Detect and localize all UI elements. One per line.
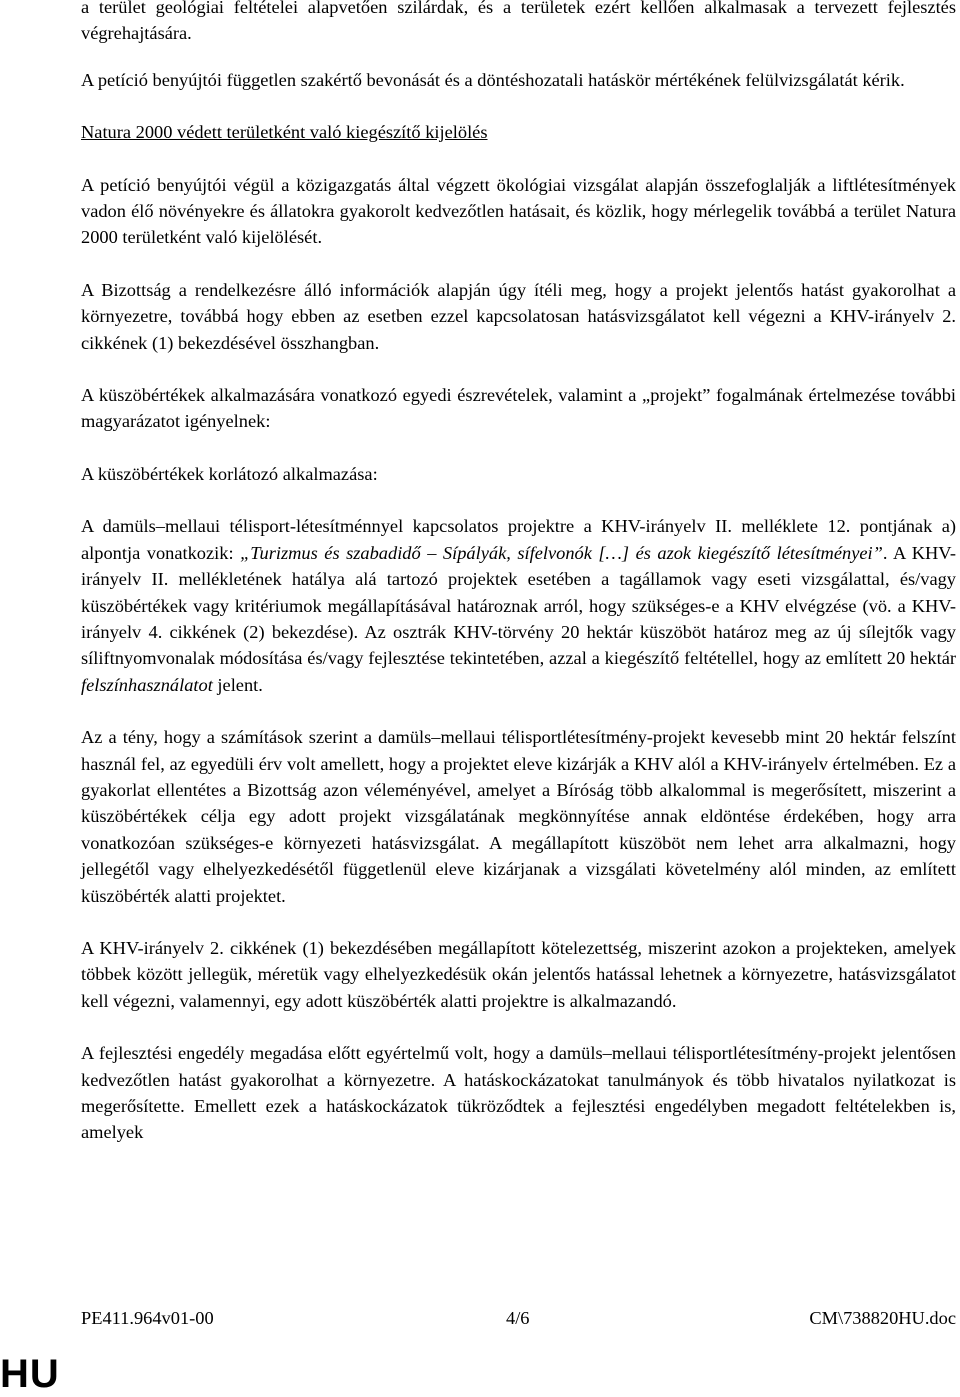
paragraph-3: A petíció benyújtói végül a közigazgatás által végzett ökológiai vizsgálat alapján összefoglalják a liftlétesítmények vadon élő növényekre és állatokra gyakorolt kedvezőtlen hatásait, és közlik, hogy mérlegelik továbbá a terület Natura 2000 területként való kijelölését.: [81, 174, 956, 248]
paragraph-4: A Bizottság a rendelkezésre álló információk alapján úgy ítéli meg, hogy a projekt jelentős hatást gyakorolhat a környezetre, továbbá hogy ebben az esetben ezzel kapcsolatosan hatásvizsgálatot kell végezni a KHV-irányelv 2. cikkének (1) bekezdésével összhangban.: [81, 279, 956, 353]
section-heading: Natura 2000 védett területként való kiegészítő kijelölés: [81, 122, 488, 143]
paragraph-7: [81, 513, 956, 698]
paragraph-9: A KHV-irányelv 2. cikkének (1) bekezdésében megállapított kötelezettség, miszerint azokon a projekteken, amelyek többek között jellegük, méretük vagy elhelyezkedésük okán jelentős hatással lehetnek a környezetre, hatásvizsgálatot kell végezni, valamennyi, egy adott küszöbérték alatti projektre is alkalmazandó.: [81, 937, 956, 1011]
footer-document-name: CM\738820HU.doc: [809, 1308, 956, 1328]
paragraph-5: A küszöbértékek alkalmazására vonatkozó egyedi észrevételek, valamint a „projekt” fogalmának értelmezése további magyarázatot igényelnek:: [81, 385, 956, 432]
language-code: HU: [0, 1352, 60, 1396]
paragraph-7-text-c: jelent.: [212, 674, 263, 695]
page-footer: [81, 1304, 956, 1332]
paragraph-6: A küszöbértékek korlátozó alkalmazása:: [81, 463, 378, 484]
paragraph-10: A fejlesztési engedély megadása előtt egyértelmű volt, hogy a damüls–mellaui télisportlétesítmény-projekt jelentősen kedvezőtlen hatást gyakorolhat a környezetre. A hatáskockázatokat tanulmányok és több hivatalos nyilatkozat is megerősítette. Emellett ezek a hatáskockázatok tükröződtek a fejlesztési engedélyben megadott feltételekben is, amelyek: [81, 1043, 956, 1143]
paragraph-7-text-b: . A KHV-irányelv II. mellékletének hatálya alá tartozó projektek esetében a tagállamok vagy eseti vizsgálattal, és/vagy küszöbértékek vagy kritériumok megállapításával határoznak arról, hogy szükséges-e a KHV elvégzése (vö. a KHV-irányelv 4. cikkének (2) bekezdése). Az osztrák KHV-törvény 20 hektár küszöböt határoz meg az új sílejtők vagy síliftnyomvonalak módosítása és/vagy fejlesztése tekintetében, azzal a kiegészítő feltétellel, hogy az említett 20 hektár: [81, 542, 956, 669]
footer-reference: PE411.964v01-00: [81, 1308, 214, 1328]
paragraph-7-text-a: A damüls–mellaui télisport-létesítménnyel kapcsolatos projektre a KHV-irányelv II. melléklete 12. pontjának a) alpontja vonatkozik:: [81, 516, 956, 563]
paragraph-8: Az a tény, hogy a számítások szerint a damüls–mellaui télisportlétesítmény-projekt kevesebb mint 20 hektár felszínt használ fel, az egyedüli érv volt amellett, hogy a projektet eleve kizárják a KHV alól a KHV-irányelv értelmében. Ez a gyakorlat ellentétes a Bizottság azon véleményével, amelyet a Bíróság több alkalommal is megerősített, miszerint a küszöbértékek célja egy adott projekt vizsgálatának megkönnyítése annak eldöntése érdekében, hogy arra vonatkozóan szükséges-e környezeti hatásvizsgálat. A megállapított küszöböt nem lehet arra alkalmazni, hogy jellegétől vagy elhelyezkedésétől függetlenül eleve kizárjanak a vizsgálati követelmény alól minden, az említett küszöbérték alatti projektet.: [81, 727, 956, 906]
footer-page-number: 4/6: [506, 1308, 530, 1328]
paragraph-7-emphasis: felszínhasználatot: [81, 674, 213, 695]
paragraph-2: A petíció benyújtói független szakértő bevonását és a döntéshozatali hatáskör mértékének felülvizsgálatát kérik.: [81, 69, 905, 90]
paragraph-7-quote: „Turizmus és szabadidő – Sípályák, sífelvonók […] és azok kiegészítő létesítményei”: [240, 542, 883, 563]
document-body: [81, 0, 956, 1146]
paragraph-1: a terület geológiai feltételei alapvetően szilárdak, és a területek ezért kellően alkalmasak a tervezett fejlesztés végrehajtására.: [81, 0, 956, 44]
